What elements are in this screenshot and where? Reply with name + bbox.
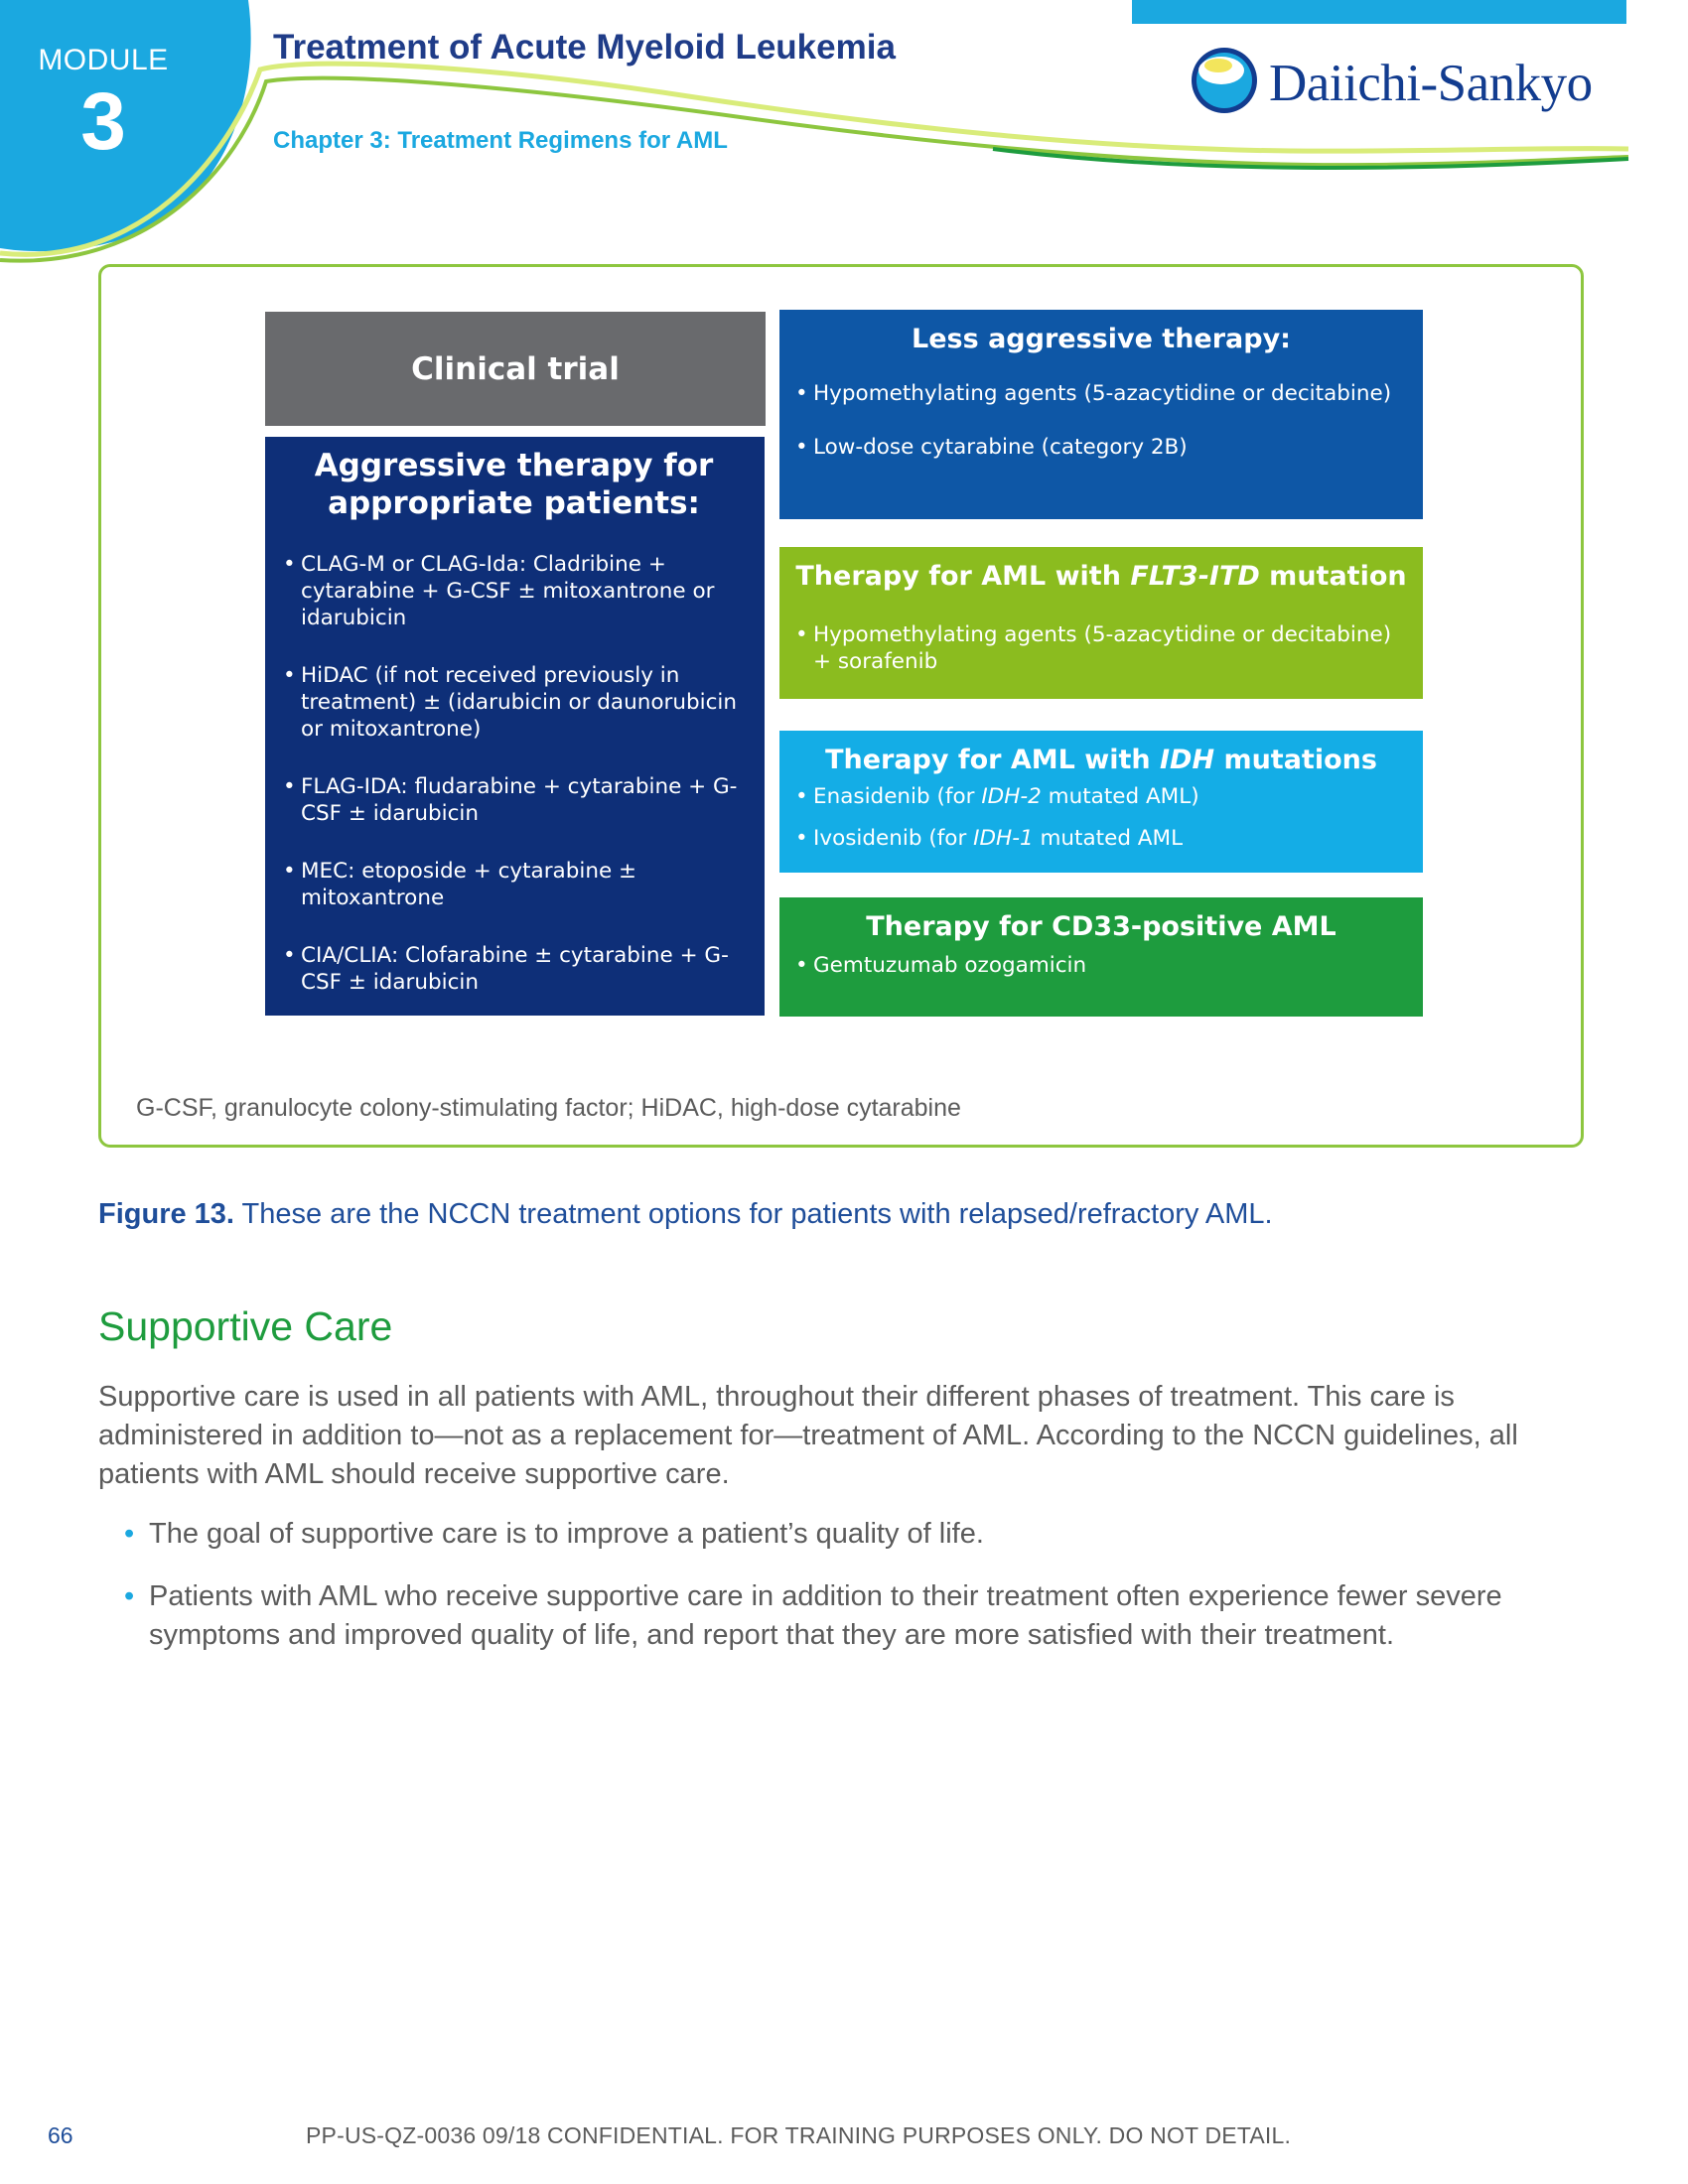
aggressive-therapy-list	[281, 551, 747, 996]
figure-caption: Figure 13. These are the NCCN treatment options for patients with relapsed/refractory AML.	[98, 1198, 1273, 1230]
section-heading: Supportive Care	[98, 1303, 393, 1349]
clinical-trial-panel	[265, 312, 766, 426]
idh-therapy-list	[793, 783, 1409, 852]
list-item: • HiDAC (if not received previously in treatment) ± (idarubicin or daunorubicin or mitoxantrone)	[281, 662, 747, 743]
idh-therapy-panel	[779, 731, 1423, 873]
aggressive-therapy-panel	[265, 437, 765, 1016]
list-item: • Low-dose cytarabine (category 2B)	[793, 434, 1409, 461]
module-number: 3	[80, 76, 126, 167]
document-title: Treatment of Acute Myeloid Leukemia	[273, 28, 896, 67]
chapter-title: Chapter 3: Treatment Regimens for AML	[273, 127, 728, 154]
flt3-therapy-list	[793, 621, 1409, 675]
list-item: • Hypomethylating agents (5-azacytidine or decitabine)	[793, 380, 1409, 407]
list-item: • Enasidenib (for IDH-2 mutated AML)	[793, 783, 1409, 810]
figure-footnote: G-CSF, granulocyte colony-stimulating factor; HiDAC, high-dose cytarabine	[136, 1094, 961, 1122]
less-aggressive-therapy-title: Less aggressive therapy:	[912, 324, 1291, 354]
less-aggressive-therapy-panel	[779, 310, 1423, 519]
list-item: • CIA/CLIA: Clofarabine ± cytarabine + G-CSF ± idarubicin	[281, 942, 747, 996]
list-item: • The goal of supportive care is to improve a patient’s quality of life.	[124, 1515, 1564, 1554]
list-item: • Patients with AML who receive supportive care in addition to their treatment often experience fewer severe symptoms and improved quality of life, and report that they are more satisfied with their treatment.	[124, 1577, 1564, 1655]
idh-therapy-title: Therapy for AML with IDH mutations	[825, 745, 1377, 775]
cd33-therapy-list	[793, 952, 1409, 979]
list-item: • FLAG-IDA: fludarabine + cytarabine + G-CSF ± idarubicin	[281, 773, 747, 827]
page-number: 66	[48, 2122, 73, 2148]
clinical-trial-title: Clinical trial	[411, 350, 620, 387]
aggressive-therapy-title: Aggressive therapy for appropriate patients:	[314, 448, 714, 521]
flt3-therapy-panel	[779, 547, 1423, 699]
list-item: • Hypomethylating agents (5-azacytidine or decitabine) + sorafenib	[793, 621, 1409, 675]
module-label: MODULE	[38, 44, 169, 76]
list-item: • Gemtuzumab ozogamicin	[793, 952, 1409, 979]
less-aggressive-therapy-list	[793, 380, 1409, 461]
list-item: • CLAG-M or CLAG-Ida: Cladribine + cytarabine + G-CSF ± mitoxantrone or idarubicin	[281, 551, 747, 631]
section-paragraph: Supportive care is used in all patients with AML, throughout their different phases of treatment. This care is administered in addition to—not as a replacement for—treatment of AML. According to the NCCN guidelines, all patients with AML should receive supportive care.	[98, 1381, 1518, 1490]
company-logo-text: Daiichi-Sankyo	[1269, 55, 1593, 112]
cd33-therapy-title: Therapy for CD33-positive AML	[866, 911, 1336, 942]
footer-disclaimer: PP-US-QZ-0036 09/18 CONFIDENTIAL. FOR TRAINING PURPOSES ONLY. DO NOT DETAIL.	[306, 2122, 1292, 2148]
flt3-therapy-title: Therapy for AML with FLT3-ITD mutation	[795, 561, 1407, 592]
list-item: • Ivosidenib (for IDH-1 mutated AML	[793, 825, 1409, 852]
supportive-care-bullets	[124, 1515, 1564, 1679]
list-item: • MEC: etoposide + cytarabine ± mitoxantrone	[281, 858, 747, 911]
cd33-therapy-panel	[779, 897, 1423, 1017]
